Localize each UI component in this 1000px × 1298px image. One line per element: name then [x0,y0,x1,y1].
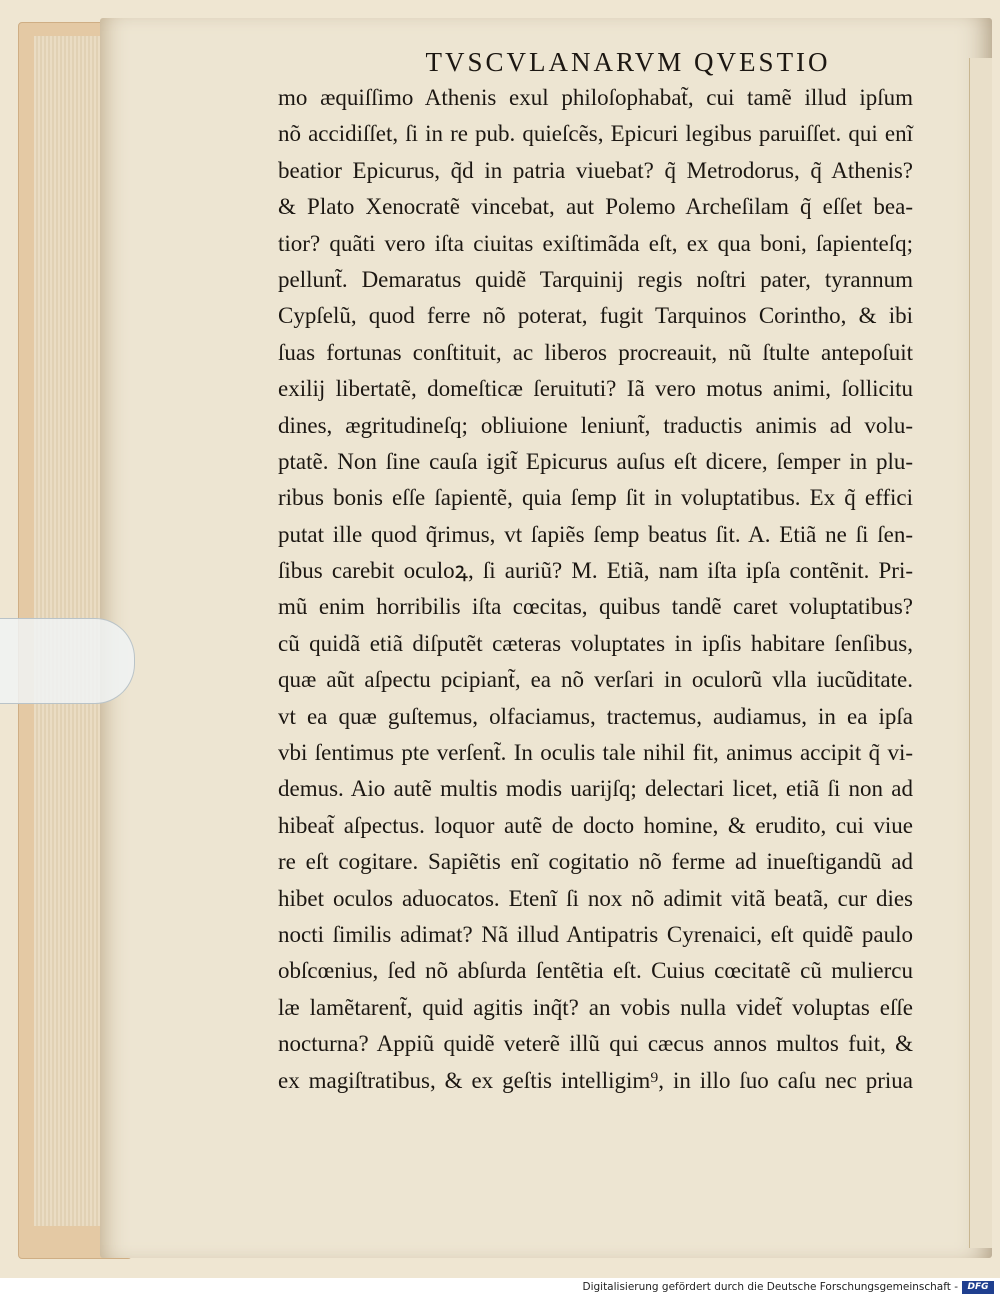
text-line: putat ille quod q̃rimus, vt ſapiẽs ſemp beatus ſit. A. Etiã ne ſi ſen- [278,521,913,547]
text-line: ex magiſtratibus, & ex geſtis intelligim⁹, in illo ſuo caſu nec priua [278,1067,913,1093]
text-line: mo æquiſſimo Athenis exul philoſophabat̃, cui tamẽ illud ipſum [278,85,913,110]
text-line: nõ accidiſſet, ſi in re pub. quieſcẽs, Epicuri legibus paruiſſet. qui enĩ [278,121,913,147]
text-line: ſibus carebit oculoꝝ, ſi auriũ? M. Etiã, nam iſta ipſa contẽnit. Pri- [278,558,913,584]
text-line: hibeat̃ aſpectus. loquor autẽ de docto homine, & erudito, cui viue [278,812,913,838]
text-line: Cypſelũ, quod ferre nõ poterat, fugit Tarquinos Corintho, & ibi [278,303,913,329]
text-line: nocturna? Appiũ quidẽ veterẽ illũ qui cæcus annos multos fuit, & [278,1031,913,1057]
text-line: dines, ægritudineſq; obliuione leniunt̃, traductis animis ad volu- [278,412,913,438]
text-line: exilij libertatẽ, domeſticæ ſeruituti? Iã vero motus animi, ſollicitu [278,376,913,402]
text-line: obſcœnius, ſed nõ abſurda ſentẽtia eſt. Cuius cœcitatẽ cũ muliercu [278,958,913,984]
text-line: mũ enim horribilis iſta cœcitas, quibus tandẽ caret voluptatibus? [278,594,913,620]
text-line: hibet oculos aduocatos. Etenĩ ſi nox nõ adimit vitã beatã, cur dies [278,885,913,911]
text-line: ptatẽ. Non ſine cauſa igit̃ Epicurus auſus eſt dicere, ſemper in plu- [278,448,913,474]
facing-page-edge [969,58,992,1248]
text-line: tior? quãti vero iſta ciuitas exiſtimãda eſt, ex qua boni, ſapienteſq; [278,230,913,256]
text-line: pellunt̃. Demaratus quidẽ Tarquinij regis noſtri pater, tyrannum [278,266,913,292]
text-line: beatior Epicurus, q̃d in patria viuebat? q̃ Metrodorus, q̃ Athenis? [278,157,913,183]
page-clip [0,618,135,704]
dfg-logo-icon: DFG [962,1281,994,1294]
running-head: TVSCVLANARVM QVESTIO [425,47,831,77]
text-line: quæ aũt aſpectu pcipiant̃, ea nõ verſari in oculorũ vlla iucũditate. [278,667,913,693]
text-line: nocti ſimilis adimat? Nã illud Antipatris Cyrenaici, eſt quidẽ paulo [278,921,913,947]
text-line: ſuas fortunas conſtituit, ac liberos procreauit, nũ ſtulte antepoſuit [278,339,913,365]
text-lines [278,80,938,1099]
text-line: vt ea quæ guſtemus, olfaciamus, tractemus, audiamus, in ea ipſa [278,703,913,729]
text-line: re eſt cogitare. Sapiẽtis enĩ cogitatio nõ ferme ad inueſtigandũ ad [278,849,913,875]
text-line: vbi ſentimus pte verſent̃. In oculis tale nihil fit, animus accipit q̃ vi- [278,740,913,766]
text-line: & Plato Xenocratẽ vincebat, aut Polemo Archeſilam q̃ eſſet bea- [278,194,913,220]
text-line: læ lamẽtarent̃, quid agitis inq̃t? an vobis nulla videt̃ voluptas eſſe [278,994,913,1020]
text-line: demus. Aio autẽ multis modis uarijſq; delectari licet, etiã ſi non ad [278,776,913,802]
text-line: ribus bonis eſſe ſapientẽ, quia ſemp ſit in voluptatibus. Ex q̃ effici [278,485,913,511]
page-text-block [278,44,938,1099]
footer-bar [0,1278,1000,1298]
footer-credit: Digitalisierung gefördert durch die Deutsche Forschungsgemeinschaft - [582,1281,958,1293]
text-line: cũ quidã etiã diſputẽt cæteras voluptates in ipſis habitare ſenſibus, [278,630,913,656]
